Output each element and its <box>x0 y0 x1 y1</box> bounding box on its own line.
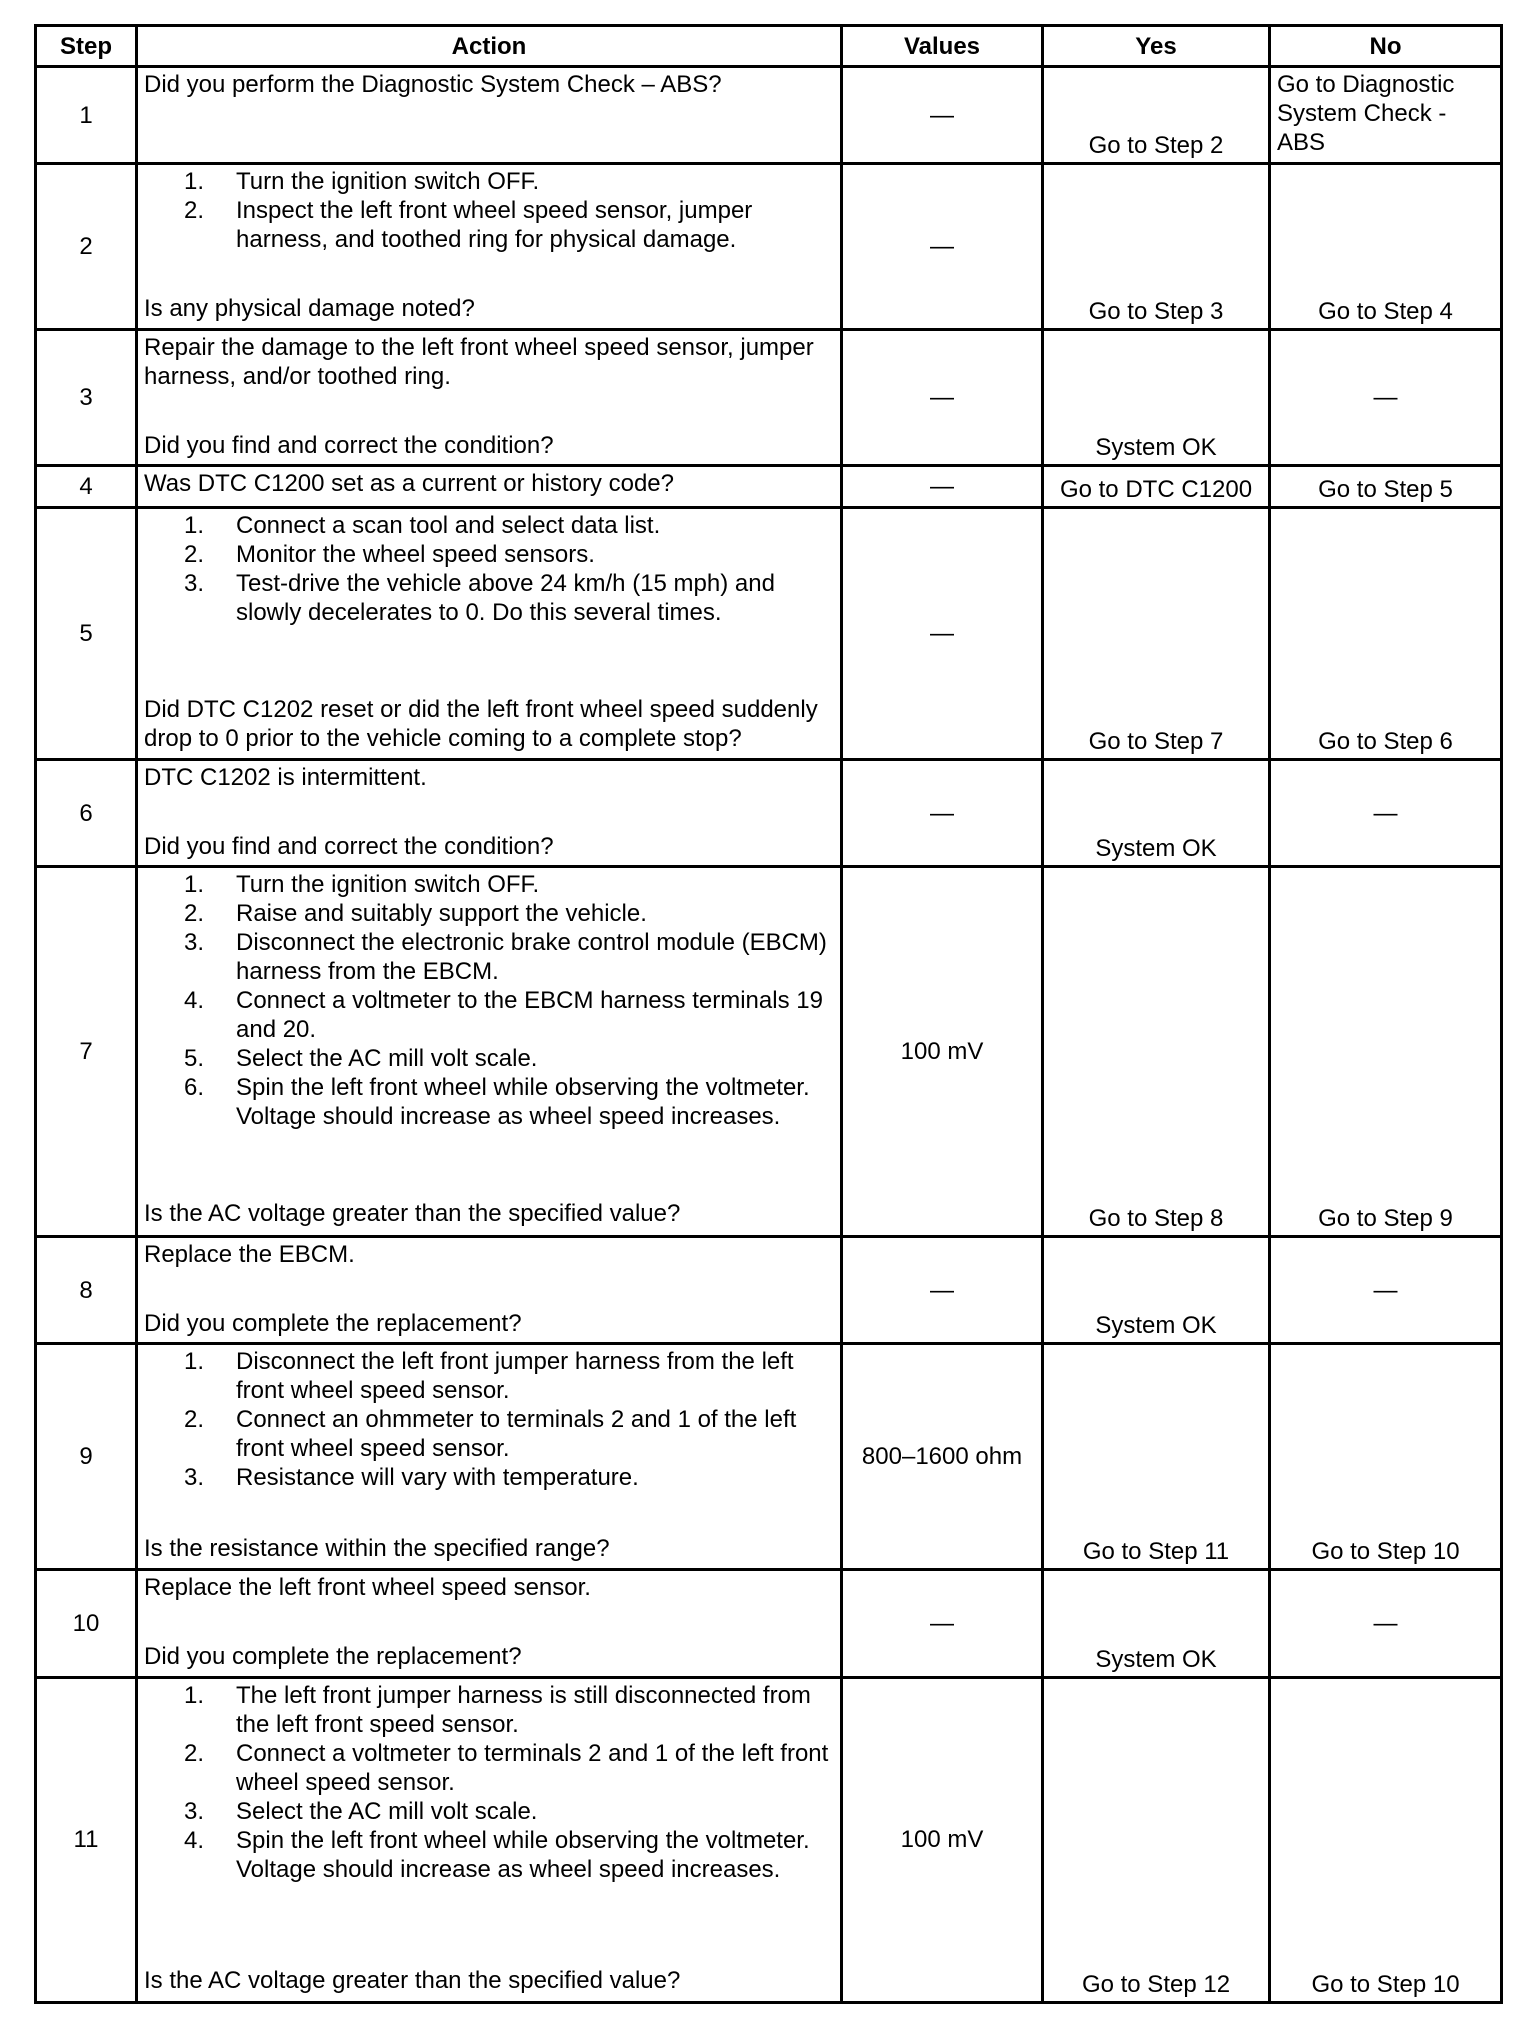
step-item-number: 1. <box>183 511 204 539</box>
step-item-number: 6. <box>183 1074 204 1102</box>
step-item-number: 2. <box>183 1406 204 1434</box>
action-step-item <box>144 1739 834 1797</box>
value-cell: — <box>842 507 1043 760</box>
step-item-number: 4. <box>183 1826 204 1854</box>
step-item-number: 2. <box>183 1739 204 1767</box>
yes-cell: Go to Step 8 <box>1043 867 1270 1237</box>
table-row <box>36 1677 1502 2002</box>
action-cell <box>137 329 842 465</box>
no-cell: Go to Step 6 <box>1270 507 1502 760</box>
step-item-number: 2. <box>183 197 204 224</box>
header-step: Step <box>36 26 137 67</box>
value-cell: — <box>842 67 1043 164</box>
value-cell: 100 mV <box>842 867 1043 1237</box>
step-number: 10 <box>36 1570 137 1677</box>
action-steps-list <box>144 870 834 1131</box>
action-step-item <box>144 870 834 899</box>
action-step-item <box>144 1681 834 1739</box>
step-item-number: 3. <box>183 929 204 957</box>
step-item-number: 3. <box>183 1464 204 1492</box>
action-text: Replace the left front wheel speed sensor. <box>144 1574 591 1602</box>
action-step-item <box>144 540 834 569</box>
table-row <box>36 329 1502 465</box>
action-question: Did you complete the replacement? <box>144 1310 522 1338</box>
step-item-number: 1. <box>183 871 204 899</box>
yes-cell: Go to Step 11 <box>1043 1344 1270 1570</box>
no-cell: — <box>1270 1570 1502 1677</box>
action-cell <box>137 164 842 330</box>
action-question: Is any physical damage noted? <box>144 295 475 322</box>
no-cell: Go to Step 4 <box>1270 164 1502 330</box>
table-row <box>36 1570 1502 1677</box>
value-cell: — <box>842 164 1043 330</box>
no-cell: Go to Step 5 <box>1270 466 1502 507</box>
step-number: 11 <box>36 1677 137 2002</box>
action-text: DTC C1202 is intermittent. <box>144 764 427 792</box>
yes-cell: System OK <box>1043 760 1270 867</box>
step-item-text: Turn the ignition switch OFF. <box>236 871 540 899</box>
step-item-number: 4. <box>183 987 204 1015</box>
step-number: 1 <box>36 67 137 164</box>
step-item-text: Spin the left front wheel while observing the voltmeter. Voltage should increase as wheel speed increases. <box>236 1074 810 1131</box>
step-number: 7 <box>36 867 137 1237</box>
step-item-text: Monitor the wheel speed sensors. <box>236 540 595 568</box>
action-text: Replace the EBCM. <box>144 1241 355 1269</box>
header-yes: Yes <box>1043 26 1270 67</box>
step-item-text: Test-drive the vehicle above 24 km/h (15 mph) and slowly decelerates to 0. Do this several times. <box>236 569 775 626</box>
step-item-number: 1. <box>183 1681 204 1709</box>
step-item-number: 1. <box>183 168 204 195</box>
action-step-item <box>144 511 834 540</box>
action-steps-list <box>144 1681 834 1884</box>
no-cell: — <box>1270 1237 1502 1344</box>
step-item-text: Disconnect the electronic brake control module (EBCM) harness from the EBCM. <box>236 929 827 986</box>
step-item-text: Connect a voltmeter to the EBCM harness terminals 19 and 20. <box>236 987 823 1044</box>
action-question: Did you find and correct the condition? <box>144 431 554 459</box>
action-step-item <box>144 986 834 1044</box>
action-cell <box>137 867 842 1237</box>
action-question: Is the resistance within the specified range? <box>144 1535 610 1563</box>
action-question: Did you find and correct the condition? <box>144 833 554 861</box>
yes-cell: Go to Step 2 <box>1043 67 1270 164</box>
table-row <box>36 466 1502 507</box>
value-cell: 100 mV <box>842 1677 1043 2002</box>
action-step-item <box>144 1347 834 1405</box>
action-cell <box>137 1237 842 1344</box>
action-step-item <box>144 928 834 986</box>
action-cell <box>137 1677 842 2002</box>
step-item-text: Connect an ohmmeter to terminals 2 and 1 of the left front wheel speed sensor. <box>236 1406 797 1463</box>
yes-cell: System OK <box>1043 1237 1270 1344</box>
step-item-text: Select the AC mill volt scale. <box>236 1045 538 1073</box>
yes-cell: Go to Step 12 <box>1043 1677 1270 2002</box>
table-row <box>36 867 1502 1237</box>
step-item-text: Raise and suitably support the vehicle. <box>236 900 647 928</box>
action-step-item <box>144 196 834 254</box>
step-item-number: 3. <box>183 1797 204 1825</box>
step-number: 9 <box>36 1344 137 1570</box>
no-cell: Go to Step 9 <box>1270 867 1502 1237</box>
step-item-text: Turn the ignition switch OFF. <box>236 168 540 195</box>
yes-cell: Go to Step 7 <box>1043 507 1270 760</box>
action-step-item <box>144 569 834 627</box>
step-item-text: Select the AC mill volt scale. <box>236 1797 538 1825</box>
action-step-item <box>144 1826 834 1884</box>
value-cell: — <box>842 329 1043 465</box>
header-action: Action <box>137 26 842 67</box>
action-steps-list <box>144 167 834 254</box>
action-step-item <box>144 1044 834 1073</box>
yes-cell: System OK <box>1043 329 1270 465</box>
diagnostic-table-page <box>34 24 1500 2004</box>
action-question: Did you complete the replacement? <box>144 1643 522 1671</box>
action-step-item <box>144 1797 834 1826</box>
step-item-number: 1. <box>183 1348 204 1376</box>
step-number: 4 <box>36 466 137 507</box>
value-cell: 800–1600 ohm <box>842 1344 1043 1570</box>
table-row <box>36 67 1502 164</box>
action-step-item <box>144 899 834 928</box>
step-item-number: 2. <box>183 540 204 568</box>
table-row <box>36 760 1502 867</box>
action-cell <box>137 507 842 760</box>
step-number: 6 <box>36 760 137 867</box>
no-cell: Go to Step 10 <box>1270 1344 1502 1570</box>
step-item-text: Disconnect the left front jumper harness from the left front wheel speed sensor. <box>236 1348 794 1405</box>
action-question: Is the AC voltage greater than the specified value? <box>144 1966 681 1994</box>
table-row <box>36 507 1502 760</box>
action-steps-list <box>144 511 834 627</box>
step-item-number: 3. <box>183 569 204 597</box>
step-item-number: 5. <box>183 1045 204 1073</box>
step-number: 8 <box>36 1237 137 1344</box>
table-row <box>36 164 1502 330</box>
header-row <box>36 26 1502 67</box>
value-cell: — <box>842 466 1043 507</box>
no-cell: — <box>1270 760 1502 867</box>
action-text: Repair the damage to the left front wheel speed sensor, jumper harness, and/or toothed ring. <box>144 333 814 390</box>
table-row <box>36 1237 1502 1344</box>
step-number: 2 <box>36 164 137 330</box>
action-cell <box>137 1344 842 1570</box>
value-cell: — <box>842 1237 1043 1344</box>
action-step-item <box>144 1073 834 1131</box>
action-steps-list <box>144 1347 834 1492</box>
header-values: Values <box>842 26 1043 67</box>
value-cell: — <box>842 760 1043 867</box>
yes-cell: Go to DTC C1200 <box>1043 466 1270 507</box>
value-cell: — <box>842 1570 1043 1677</box>
step-number: 3 <box>36 329 137 465</box>
action-cell <box>137 1570 842 1677</box>
step-item-number: 2. <box>183 900 204 928</box>
step-item-text: Connect a scan tool and select data list. <box>236 511 661 539</box>
action-question: Did DTC C1202 reset or did the left front wheel speed suddenly drop to 0 prior to the vehicle coming to a complete stop? <box>144 695 818 752</box>
yes-cell: Go to Step 3 <box>1043 164 1270 330</box>
action-question: Is the AC voltage greater than the specified value? <box>144 1200 681 1228</box>
action-text: Did you perform the Diagnostic System Check – ABS? <box>144 71 722 98</box>
no-cell: — <box>1270 329 1502 465</box>
step-item-text: Inspect the left front wheel speed sensor, jumper harness, and toothed ring for physical damage. <box>236 197 753 253</box>
step-item-text: Connect a voltmeter to terminals 2 and 1 of the left front wheel speed sensor. <box>236 1739 829 1796</box>
no-cell: Go to Step 10 <box>1270 1677 1502 2002</box>
step-item-text: Resistance will vary with temperature. <box>236 1464 639 1492</box>
action-step-item <box>144 1405 834 1463</box>
step-item-text: Spin the left front wheel while observing the voltmeter. Voltage should increase as wheel speed increases. <box>236 1826 810 1883</box>
step-item-text: The left front jumper harness is still disconnected from the left front speed sensor. <box>236 1681 811 1738</box>
table-row <box>36 1344 1502 1570</box>
action-cell <box>137 67 842 164</box>
action-step-item <box>144 167 834 196</box>
action-step-item <box>144 1463 834 1492</box>
diagnostic-table <box>34 24 1503 2004</box>
header-no: No <box>1270 26 1502 67</box>
action-cell <box>137 760 842 867</box>
yes-cell: System OK <box>1043 1570 1270 1677</box>
no-cell: Go to Diagnostic System Check - ABS <box>1270 67 1502 164</box>
action-text: Was DTC C1200 set as a current or history code? <box>144 470 674 498</box>
action-cell <box>137 466 842 507</box>
step-number: 5 <box>36 507 137 760</box>
table-body <box>36 67 1502 2003</box>
